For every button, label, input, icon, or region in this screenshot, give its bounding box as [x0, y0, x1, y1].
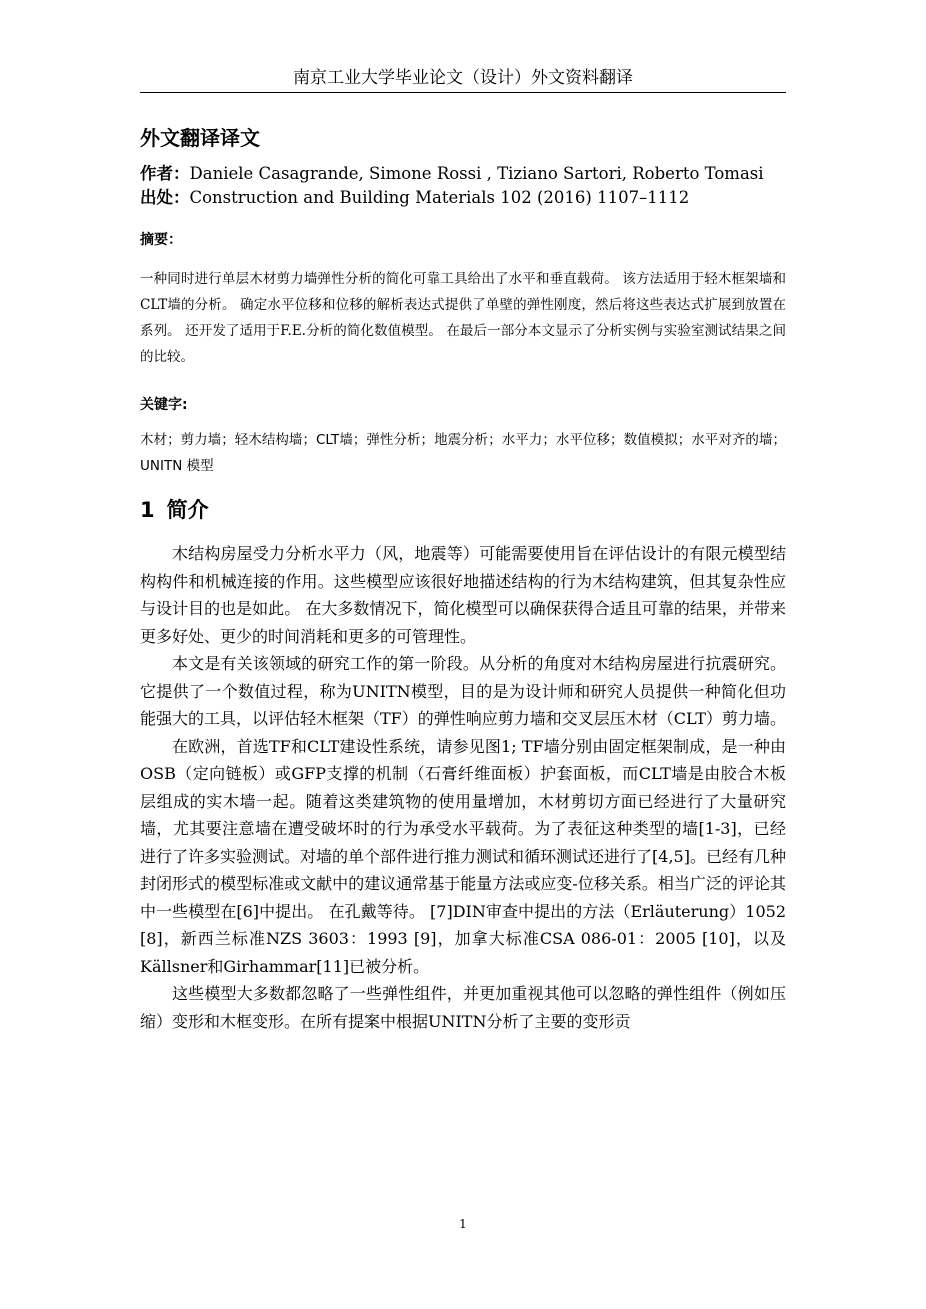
- page-number: 1: [459, 1217, 467, 1231]
- abstract-text: 一种同时进行单层木材剪力墙弹性分析的简化可靠工具给出了水平和垂直载荷。 该方法适用于轻木框架墙和CLT墙的分析。 确定水平位移和位移的解析表达式提供了单壁的弹性刚度，然后将这些表达式扩展到放置在系列。 还开发了适用于F.E.分析的简化数值模型。 在最后一部分本文显示了分析实例与实验室测试结果之间的比较。: [140, 271, 786, 365]
- body-text: [140, 540, 786, 1035]
- header-rule: [140, 92, 786, 93]
- author-label: 作者：: [140, 164, 190, 183]
- section-heading: [140, 494, 209, 526]
- section-number: 1: [140, 498, 155, 522]
- running-head: 南京工业大学毕业论文（设计）外文资料翻译: [293, 68, 633, 88]
- body-paragraph: 木结构房屋受力分析水平力（风，地震等）可能需要使用旨在评估设计的有限元模型结构构件和机械连接的作用。这些模型应该很好地描述结构的行为木结构建筑，但其复杂性应与设计目的也是如此。 在大多数情况下，简化模型可以确保获得合适且可靠的结果，并带来更多好处、更少的时间消耗和更多的可管理性。: [140, 544, 786, 646]
- section-title: 简介: [166, 498, 209, 522]
- source-label: 出处：: [140, 188, 190, 207]
- body-paragraph: 在欧洲，首选TF和CLT建设性系统，请参见图1; TF墙分别由固定框架制成，是一种由OSB（定向链板）或GFP支撑的机制（石膏纤维面板）护套面板，而CLT墙是由胶合木板层组成的实木墙一起。随着这类建筑物的使用量增加，木材剪切方面已经进行了大量研究墙，尤其要注意墙在遭受破坏时的行为承受水平载荷。为了表征这种类型的墙[1-3]，已经进行了许多实验测试。对墙的单个部件进行推力测试和循环测试还进行了[4,5]。已经有几种封闭形式的模型标准或文献中的建议通常基于能量方法或应变-位移关系。相当广泛的评论其中一些模型在[6]中提出。 在孔戴等待。 [7]DIN审查中提出的方法（Erläuterung）1052 [8]，新西兰标准NZS 3603：1993 [9]，加拿大标准CSA 086-01：2005 [10]，以及Källsner和Girhammar[11]已被分析。: [140, 736, 786, 976]
- page-title: 外文翻译译文: [140, 126, 260, 150]
- body-paragraph: 这些模型大多数都忽略了一些弹性组件，并更加重视其他可以忽略的弹性组件（例如压缩）变形和木框变形。在所有提案中根据UNITN分析了主要的变形贡: [140, 984, 786, 1031]
- keywords-label: 关键字:: [140, 397, 188, 413]
- author-line: [140, 162, 786, 185]
- source-line: [140, 186, 786, 209]
- abstract-label: 摘要：: [140, 232, 182, 248]
- body-paragraph: 本文是有关该领域的研究工作的第一阶段。从分析的角度对木结构房屋进行抗震研究。它提供了一个数值过程，称为UNITN模型，目的是为设计师和研究人员提供一种简化但功能强大的工具，以评估轻木框架（TF）的弹性响应剪力墙和交叉层压木材（CLT）剪力墙。: [140, 654, 787, 728]
- keywords-text: 木材；剪力墙；轻木结构墙；CLT墙；弹性分析；地震分析；水平力；水平位移；数值模拟；水平对齐的墙；UNITN 模型: [140, 432, 786, 474]
- source-citation: Construction and Building Materials 102 (2016) 1107–1112: [189, 188, 690, 207]
- author-names: Daniele Casagrande, Simone Rossi , Tiziano Sartori, Roberto Tomasi: [189, 164, 764, 183]
